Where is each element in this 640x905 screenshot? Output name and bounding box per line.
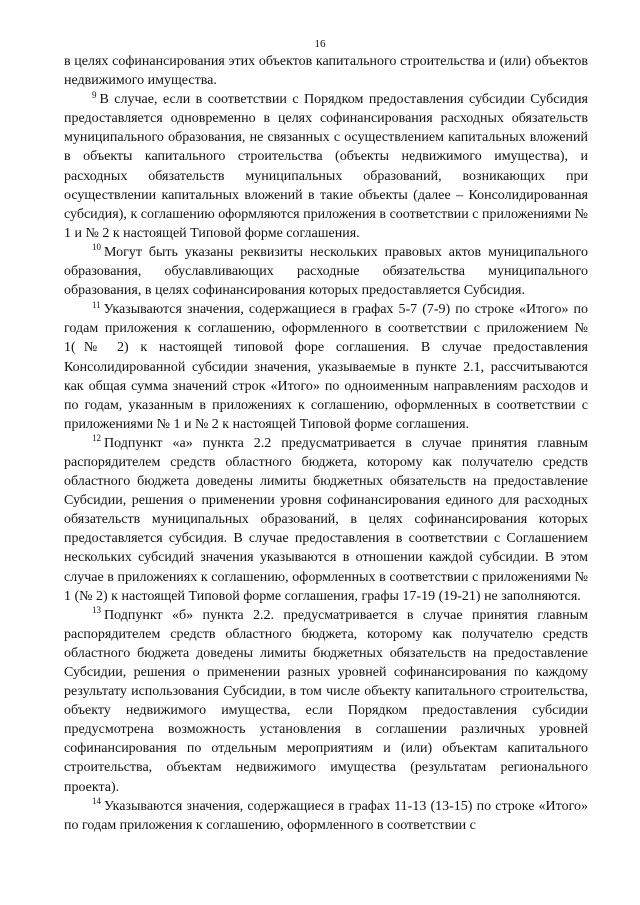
footnote-11 <box>64 300 588 434</box>
footnote-marker: 10 <box>92 242 101 253</box>
footnote-text: Подпункт «а» пункта 2.2 предусматривается в случае принятия главным распорядителем средств областного бюджета, которому как получателю средств областного бюджета доведены лимиты бюджетных обязательств на предоставление Субсидии, решения о применении уровня софинансирования единого для расходных обязательств муниципальных образований, в целях софинансирования которых предоставляется субсидия. В случае предоставления в соответствии с Соглашением нескольких субсидий значения указываются в отношении каждой субсидии. В этом случае в приложениях к соглашению, оформленных в соответствии с приложениями № 1 (№ 2) к настоящей Типовой форме соглашения, графы 17-19 (19-21) не заполняются. <box>64 435 588 604</box>
document-body <box>64 52 588 835</box>
paragraph-text: в целях софинансирования этих объектов капитального строительства и (или) объектов недвижимого имущества. <box>64 54 588 89</box>
footnote-text: В случае, если в соответствии с Порядком предоставления субсидии Субсидия предоставляется одновременно в целях софинансирования расходных обязательств муниципального образования, не связанных с осуществлением капитальных вложений в объекты капитального строительства (объекты недвижимого имущества), и расходных обязательств муниципальных образований, возникающих при осуществлении капитальных вложений в такие объекты (далее – Консолидированная субсидия), к соглашению оформляются приложения в соответствии с приложениями № 1 и № 2 к настоящей Типовой форме соглашения. <box>64 92 588 241</box>
footnote-marker: 12 <box>92 433 101 444</box>
footnote-marker: 13 <box>92 605 101 616</box>
footnote-text: Указываются значения, содержащиеся в графах 11-13 (13-15) по строке «Итого» по годам приложения к соглашению, оформленного в соответствии с <box>64 798 588 833</box>
footnote-13 <box>64 606 588 797</box>
footnote-text: Могут быть указаны реквизиты нескольких правовых актов муниципального образования, обуславливающих расходные обязательства муниципального образования, в целях софинансирования которых предоставляется Субсидия. <box>64 244 588 299</box>
footnote-marker: 11 <box>92 299 101 310</box>
footnote-9 <box>64 90 588 243</box>
paragraph-continuation <box>64 52 588 90</box>
page-number: 16 <box>314 38 326 50</box>
footnote-text: Указываются значения, содержащиеся в графах 5-7 (7-9) по строке «Итого» по годам приложения к соглашению, оформленного в соответствии с приложением № 1(№ 2) к настоящей типовой форе соглашения. В случае предоставления Консолидированной субсидии значения, указываемые в пункте 2.1, рассчитываются как общая сумма значений строк «Итого» по одноименным направлениям расходов и по годам, указанным в приложениях к соглашению, оформленных в соответствии с приложениями № 1 и № 2 к настоящей Типовой форме соглашения. <box>64 302 588 432</box>
footnote-marker: 9 <box>92 89 97 100</box>
footnote-text: Подпункт «б» пункта 2.2. предусматривается в случае принятия главным распорядителем средств областного бюджета, которому как получателю средств областного бюджета доведены лимиты бюджетных обязательств на предоставление Субсидии, решения о применении разных уровней софинансирования по каждому результату использования Субсидии, в том числе объекту капитального строительства, объекту недвижимого имущества, если Порядком предоставления субсидии предусмотрена возможность установления в соглашении различных уровней софинансирования по отдельным мероприятиям и (или) объектам капитального строительства, объектам недвижимого имущества (результатам регионального проекта). <box>64 607 588 795</box>
footnote-12 <box>64 434 588 606</box>
footnote-10 <box>64 243 588 300</box>
footnote-marker: 14 <box>92 796 101 806</box>
footnote-14 <box>64 797 588 835</box>
